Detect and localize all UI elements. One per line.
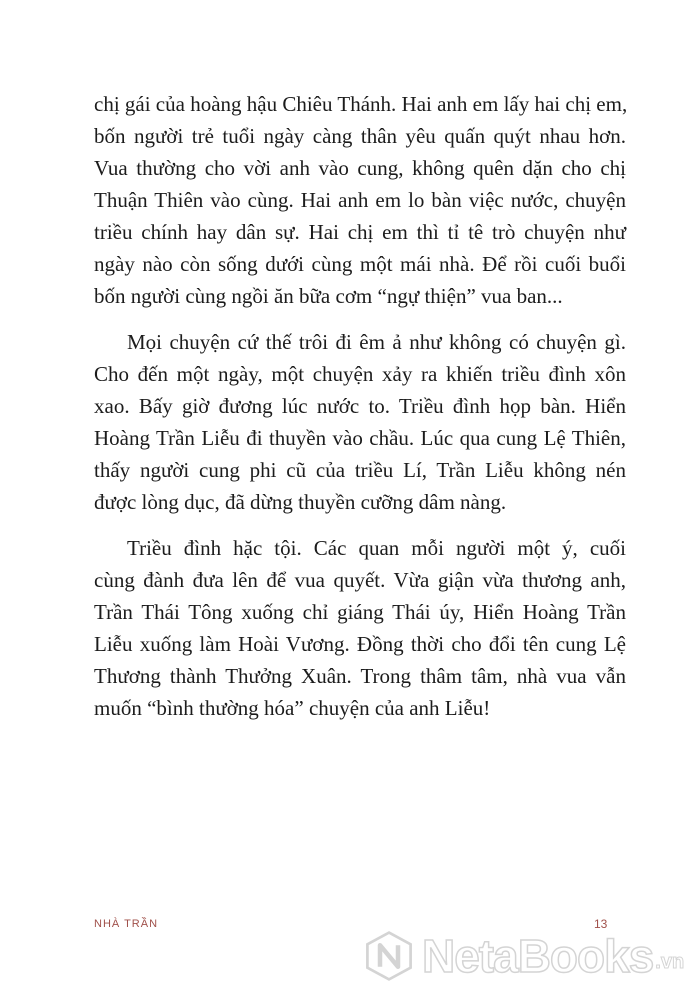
text-line: Trần Thái Tông xuống chỉ giáng Thái úy, Hiển Hoàng Trần [94,600,626,624]
text-line: triều chính hay dân sự. Hai chị em thì tỉ tê trò chuyện như [94,220,626,244]
watermark-brand: NetaBooks [422,930,654,982]
paragraph-2 [94,326,626,518]
watermark [362,922,698,990]
paragraph-3 [94,532,626,724]
paragraph-1 [94,88,626,312]
text-line: Thuận Thiên vào cùng. Hai anh em lo bàn việc nước, chuyện [94,188,626,212]
netabooks-logo-icon [362,929,416,983]
text-line: Hoàng Trần Liễu đi thuyền vào chầu. Lúc qua cung Lệ Thiên, [94,426,626,450]
text-line: Thương thành Thưởng Xuân. Trong thâm tâm, nhà vua vẫn [94,664,626,688]
text-line: cùng đành đưa lên để vua quyết. Vừa giận vừa thương anh, [94,568,626,592]
text-line: Vua thường cho vời anh vào cung, không quên dặn cho chị [94,156,626,180]
text-line: Mọi chuyện cứ thế trôi đi êm ả như không có chuyện gì. [127,330,626,354]
text-line: chị gái của hoàng hậu Chiêu Thánh. Hai anh em lấy hai chị em, [94,92,628,116]
text-line: Cho đến một ngày, một chuyện xảy ra khiến triều đình xôn [94,362,626,386]
running-footer-title: NHÀ TRẦN [94,918,159,930]
text-line: được lòng dục, đã dừng thuyền cưỡng dâm nàng. [94,490,507,514]
text-line: xao. Bấy giờ đương lúc nước to. Triều đình họp bàn. Hiển [94,394,626,418]
text-line: bốn người trẻ tuổi ngày càng thân yêu quấn quýt nhau hơn. [94,124,626,148]
text-line: Liễu xuống làm Hoài Vương. Đồng thời cho đổi tên cung Lệ [94,632,626,656]
text-line: muốn “bình thường hóa” chuyện của anh Liễu! [94,696,491,720]
text-line: Triều đình hặc tội. Các quan mỗi người một ý, cuối [127,536,626,560]
text-line: ngày nào còn sống dưới cùng một mái nhà. Để rồi cuối buổi [94,252,626,276]
page-number: 13 [594,917,608,931]
text-line: thấy người cung phi cũ của triều Lí, Trần Liễu không nén [94,458,626,482]
watermark-suffix: .vn [655,951,685,973]
text-line: bốn người cùng ngồi ăn bữa cơm “ngự thiện” vua ban... [94,284,563,308]
body-text [94,88,626,738]
